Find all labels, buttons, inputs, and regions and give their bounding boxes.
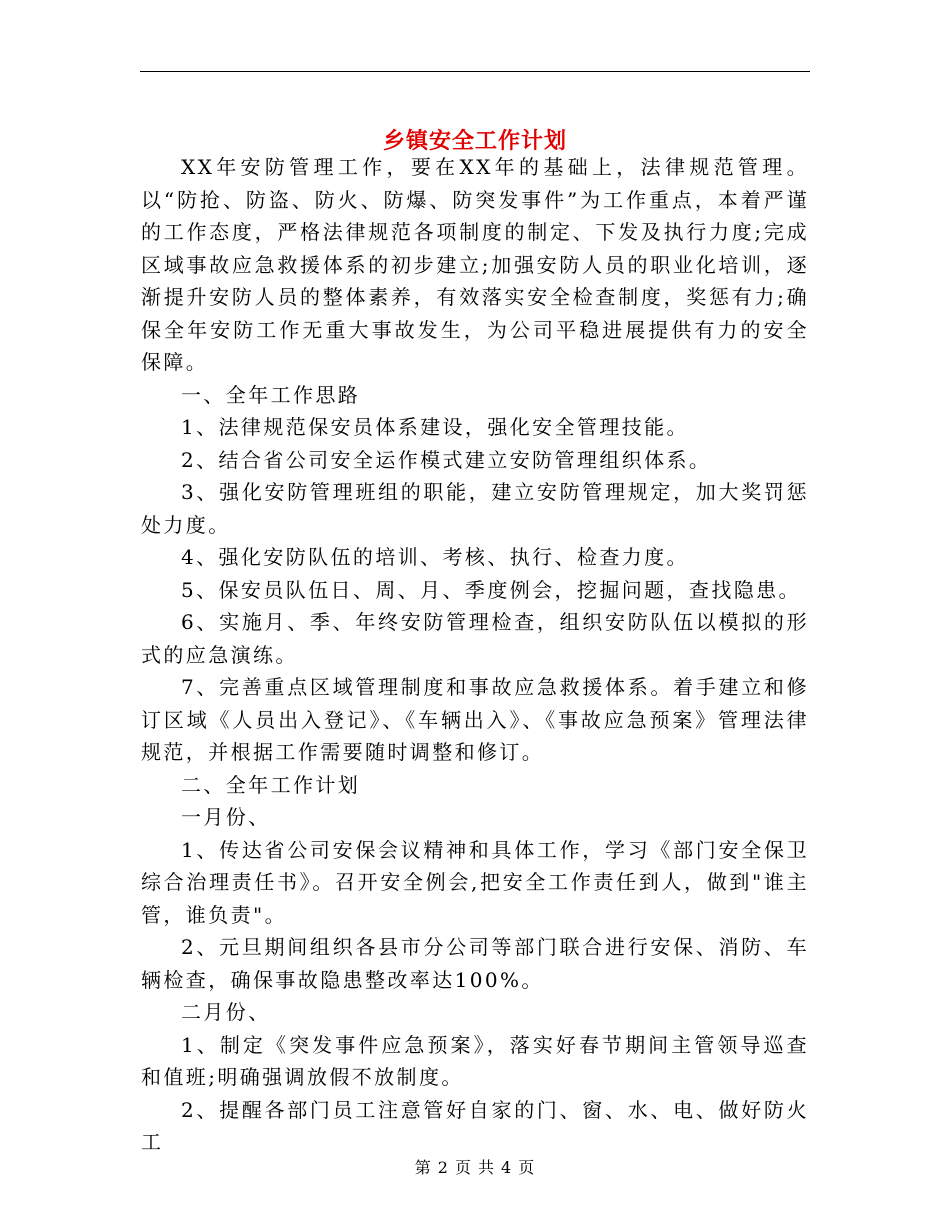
document-body (141, 151, 809, 1159)
section-heading-plan: 二、全年工作计划 (181, 772, 361, 797)
footer-total-pages: 4 (501, 1158, 513, 1177)
paragraph-item: 7、完善重点区域管理制度和事故应急救援体系。着手建立和修订区域《人员出入登记》、《车辆出入》、《事故应急预案》管理法律规范，并根据工作需要随时调整和修订。 (141, 675, 809, 764)
month-heading-january: 一月份、 (181, 805, 271, 829)
paragraph-item: 2、提醒各部门员工注意管好自家的门、窗、水、电、做好防火工 (141, 1097, 809, 1154)
paragraph-item: 4、强化安防队伍的培训、考核、执行、检查力度。 (181, 545, 689, 569)
paragraph-item: 1、传达省公司安保会议精神和具体工作，学习《部门安全保卫综合治理责任书》。召开安全例会,把安全工作责任到人，做到"谁主管，谁负责"。 (141, 837, 809, 927)
paragraph-item: 1、制定《突发事件应急预案》，落实好春节期间主管领导巡查和值班;明确强调放假不放制度。 (141, 1032, 809, 1089)
paragraph-item: 2、结合省公司安全运作模式建立安防管理组织体系。 (181, 447, 712, 472)
footer-page-number: 2 (437, 1158, 449, 1177)
paragraph-item: 2、元旦期间组织各县市分公司等部门联合进行安保、消防、车辆检查，确保事故隐患整改率达100%。 (141, 935, 809, 992)
footer-prefix: 第 (414, 1158, 432, 1177)
footer-middle: 页 共 (454, 1158, 496, 1177)
footer-suffix: 页 (518, 1158, 536, 1177)
document-title: 乡镇安全工作计划 (382, 127, 567, 154)
header-rule (140, 71, 810, 72)
month-heading-february: 二月份、 (181, 1000, 271, 1024)
paragraph-item: 3、强化安防管理班组的职能，建立安防管理规定，加大奖罚惩处力度。 (141, 480, 809, 537)
paragraph-item: 1、法律规范保安员体系建设，强化安全管理技能。 (181, 415, 689, 439)
paragraph-item: 6、实施月、季、年终安防管理检查，组织安防队伍以模拟的形式的应急演练。 (141, 610, 809, 667)
paragraph-item: 5、保安员队伍日、周、月、季度例会，挖掘问题，查找隐患。 (181, 577, 801, 602)
section-heading-ideas: 一、全年工作思路 (181, 382, 361, 407)
page-footer (0, 1155, 950, 1178)
paragraph-intro: XX年安防管理工作，要在XX年的基础上，法律规范管理。以“防抢、防盗、防火、防爆、防突发事件”为工作重点，本着严谨的工作态度，严格法律规范各项制度的制定、下发及执行力度;完成区域事故应急救援体系的初步建立;加强安防人员的职业化培训，逐渐提升安防人员的整体素养，有效落实安全检查制度，奖惩有力;确保全年安防工作无重大事故发生，为公司平稳进展提供有力的安全保障。 (141, 155, 809, 374)
